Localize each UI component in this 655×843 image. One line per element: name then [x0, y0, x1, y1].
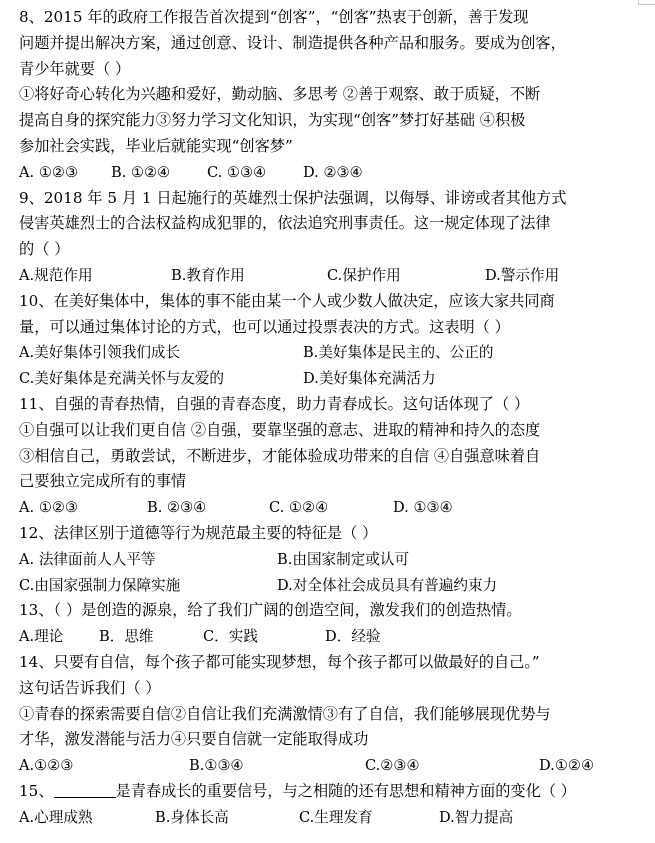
q9-option-d[interactable]: D.警示作用 — [485, 266, 560, 284]
q9-option-c[interactable]: C.保护作用 — [327, 266, 401, 284]
q15-options — [19, 805, 637, 831]
q12-options-row-2 — [19, 573, 637, 599]
q10-stem-line: 10、在美好集体中，集体的事不能由某一个人或少数人做决定，应该大家共同商 — [19, 291, 555, 310]
q10-option-d[interactable]: D.美好集体充满活力 — [303, 370, 436, 388]
q13-stem-line: 13、（ ）是创造的源泉，给了我们广阔的创造空间，激发我们的创造热情。 — [19, 601, 522, 620]
q12-option-c[interactable]: C.由国家强制力保障实施 — [19, 576, 181, 594]
question-8 — [19, 5, 637, 186]
q11-statement-line: 己要独立完成所有的事情 — [19, 472, 187, 491]
q12-option-d[interactable]: D.对全体社会成员具有普遍约束力 — [277, 576, 498, 594]
q15-option-a[interactable]: A.心理成熟 — [19, 808, 93, 826]
q8-option-d[interactable]: D. ②③④ — [303, 163, 363, 181]
q14-option-b[interactable]: B.①③④ — [189, 757, 244, 775]
q15-stem-text: 是青春成长的重要信号，与之相随的还有思想和精神方面的变化（ ） — [115, 781, 576, 800]
q10-options-row-1 — [19, 340, 637, 366]
q13-option-d[interactable]: D．经验 — [325, 628, 381, 646]
q11-options — [19, 495, 637, 521]
q9-stem-line: 侵害英雄烈士的合法权益构成犯罪的，依法追究刑事责任。这一规定体现了法律 — [19, 214, 551, 233]
q8-option-b[interactable]: B. ①②④ — [111, 163, 171, 181]
q8-statement-line: 提高自身的探究能力③努力学习文化知识，为实现“创客”梦打好基础 ④积极 — [19, 111, 526, 130]
question-14 — [19, 650, 637, 779]
q11-option-c[interactable]: C. ①②④ — [269, 499, 329, 517]
q8-option-a[interactable]: A. ①②③ — [19, 163, 79, 181]
page-corner-mark — [638, 0, 655, 5]
q11-statement-line: ③相信自己，勇敢尝试，不断进步，才能体验成功带来的自信 ④自强意味着自 — [19, 446, 541, 465]
q11-option-a[interactable]: A. ①②③ — [19, 499, 79, 517]
q9-stem-line: 9、2018 年 5 月 1 日起施行的英雄烈士保护法强调，以侮辱、诽谤或者其他方式 — [19, 188, 567, 207]
q12-stem-line: 12、法律区别于道德等行为规范最主要的特征是（ ） — [19, 523, 378, 542]
q15-number: 15、 — [19, 781, 54, 800]
q12-options-row-1 — [19, 547, 637, 573]
q8-stem-line: 问题并提出解决方案，通过创意、设计、制造提供各种产品和服务。要成为创客， — [19, 33, 566, 52]
q10-option-b[interactable]: B.美好集体是民主的、公正的 — [303, 344, 494, 362]
q13-option-b[interactable]: B．思维 — [99, 628, 154, 646]
q8-options — [19, 160, 637, 186]
q14-option-c[interactable]: C.②③④ — [365, 757, 420, 775]
question-11 — [19, 392, 637, 521]
q14-options — [19, 753, 637, 779]
q9-options — [19, 263, 637, 289]
q15-fill-blank[interactable] — [54, 781, 116, 798]
q8-option-c[interactable]: C. ①③④ — [207, 163, 267, 181]
question-15 — [19, 779, 637, 831]
q15-stem-line — [19, 779, 637, 805]
q10-option-a[interactable]: A.美好集体引领我们成长 — [19, 344, 181, 362]
q11-option-b[interactable]: B. ②③④ — [147, 499, 207, 517]
question-10 — [19, 289, 637, 392]
q9-stem-line: 的（ ） — [19, 240, 70, 259]
question-9 — [19, 186, 637, 289]
q14-statement-line: 才华，激发潜能与活力④只要自信就一定能取得成功 — [19, 730, 369, 749]
q12-option-a[interactable]: A. 法律面前人人平等 — [19, 550, 156, 568]
q8-statement-line: 参加社会实践，毕业后就能实现“创客梦” — [19, 136, 293, 155]
q10-option-c[interactable]: C.美好集体是充满关怀与友爱的 — [19, 370, 225, 388]
q13-option-c[interactable]: C．实践 — [203, 628, 258, 646]
q13-option-a[interactable]: A.理论 — [19, 628, 64, 646]
q15-option-d[interactable]: D.智力提高 — [439, 808, 514, 826]
q8-statement-line: ①将好奇心转化为兴趣和爱好，勤动脑、多思考 ②善于观察、敢于质疑，不断 — [19, 85, 541, 104]
q10-stem-line: 量，可以通过集体讨论的方式，也可以通过投票表决的方式。这表明（ ） — [19, 317, 510, 336]
q13-options — [19, 624, 637, 650]
q14-statement-line: ①青春的探索需要自信②自信让我们充满激情③有了自信，我们能够展现优势与 — [19, 704, 551, 723]
q14-stem-line: 14、只要有自信，每个孩子都可能实现梦想，每个孩子都可以做最好的自己。” — [19, 652, 540, 671]
q10-options-row-2 — [19, 366, 637, 392]
question-12 — [19, 521, 637, 598]
q11-stem-line: 11、自强的青春热情，自强的青春态度，助力青春成长。这句话体现了（ ） — [19, 394, 530, 413]
q11-option-d[interactable]: D. ①③④ — [393, 499, 453, 517]
question-page — [19, 5, 637, 831]
q14-option-a[interactable]: A.①②③ — [19, 757, 74, 775]
q14-option-d[interactable]: D.①②④ — [539, 757, 595, 775]
q11-statement-line: ①自强可以让我们更自信 ②自强，要靠坚强的意志、进取的精神和持久的态度 — [19, 420, 541, 439]
q9-option-b[interactable]: B.教育作用 — [171, 266, 245, 284]
q9-option-a[interactable]: A.规范作用 — [19, 266, 93, 284]
q15-option-b[interactable]: B.身体长高 — [155, 808, 229, 826]
q8-stem-line: 8、2015 年的政府工作报告首次提到“创客”，“创客”热衷于创新，善于发现 — [19, 8, 529, 26]
q12-option-b[interactable]: B.由国家制定或认可 — [277, 550, 410, 568]
question-13 — [19, 598, 637, 650]
q15-option-c[interactable]: C.生理发育 — [299, 808, 373, 826]
q8-stem-line: 青少年就要（ ） — [19, 59, 131, 78]
q14-stem-line: 这句话告诉我们（ ） — [19, 678, 161, 697]
